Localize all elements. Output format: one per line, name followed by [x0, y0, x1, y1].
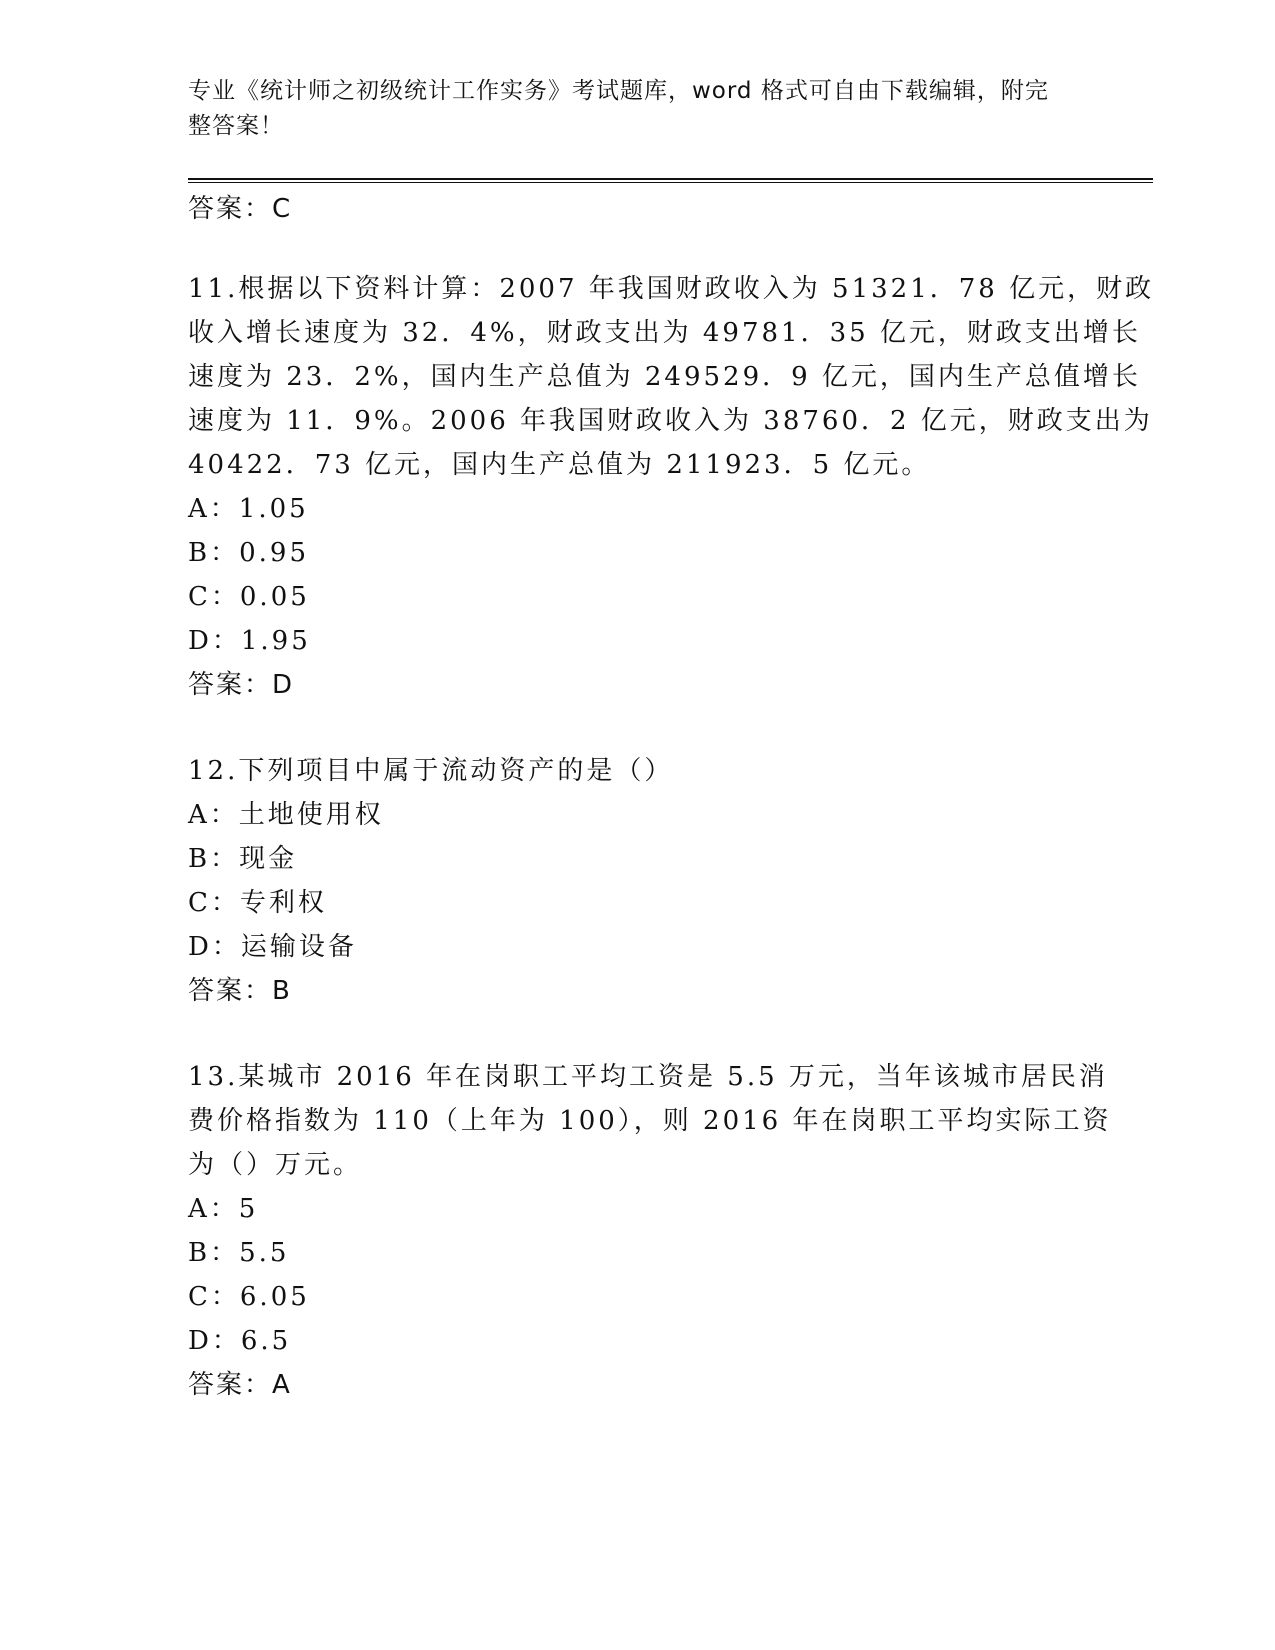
answer: 答案：A — [188, 1370, 292, 1400]
question-text-line: 为（）万元。 — [188, 1150, 363, 1180]
question-text-line: 11.根据以下资料计算：2007 年我国财政收入为 51321．78 亿元，财政 — [188, 274, 1155, 304]
header-divider — [188, 178, 1153, 184]
option-a: A：1.05 — [188, 494, 309, 524]
option-d: D：1.95 — [188, 626, 311, 656]
option-c: C：6.05 — [188, 1282, 310, 1312]
question-text-line: 费价格指数为 110（上年为 100），则 2016 年在岗职工平均实际工资 — [188, 1106, 1112, 1136]
answer: 答案：B — [188, 976, 292, 1006]
option-a: A：5 — [188, 1194, 259, 1224]
page-header — [188, 74, 1068, 144]
question-text-line: 12.下列项目中属于流动资产的是（） — [188, 756, 674, 786]
option-d: D：运输设备 — [188, 932, 357, 962]
question-text-line: 13.某城市 2016 年在岗职工平均工资是 5.5 万元，当年该城市居民消 — [188, 1062, 1108, 1092]
option-b: B：现金 — [188, 844, 298, 874]
question-text-line: 速度为 11．9%。2006 年我国财政收入为 38760．2 亿元，财政支出为 — [188, 406, 1153, 436]
previous-answer: 答案：C — [188, 194, 293, 224]
option-a: A：土地使用权 — [188, 800, 384, 830]
question-text-line: 收入增长速度为 32．4%，财政支出为 49781．35 亿元，财政支出增长 — [188, 318, 1141, 348]
option-c: C：专利权 — [188, 888, 327, 918]
question-text-line: 速度为 23．2%，国内生产总值为 249529．9 亿元，国内生产总值增长 — [188, 362, 1141, 392]
option-b: B：0.95 — [188, 538, 309, 568]
option-c: C：0.05 — [188, 582, 310, 612]
option-b: B：5.5 — [188, 1238, 290, 1268]
answer: 答案：D — [188, 670, 295, 700]
header-line-1: 专业《统计师之初级统计工作实务》考试题库，word 格式可自由下载编辑，附完 — [188, 78, 1049, 104]
option-d: D：6.5 — [188, 1326, 292, 1356]
question-text-line: 40422．73 亿元，国内生产总值为 211923．5 亿元。 — [188, 450, 931, 480]
header-line-2: 整答案！ — [188, 113, 284, 139]
